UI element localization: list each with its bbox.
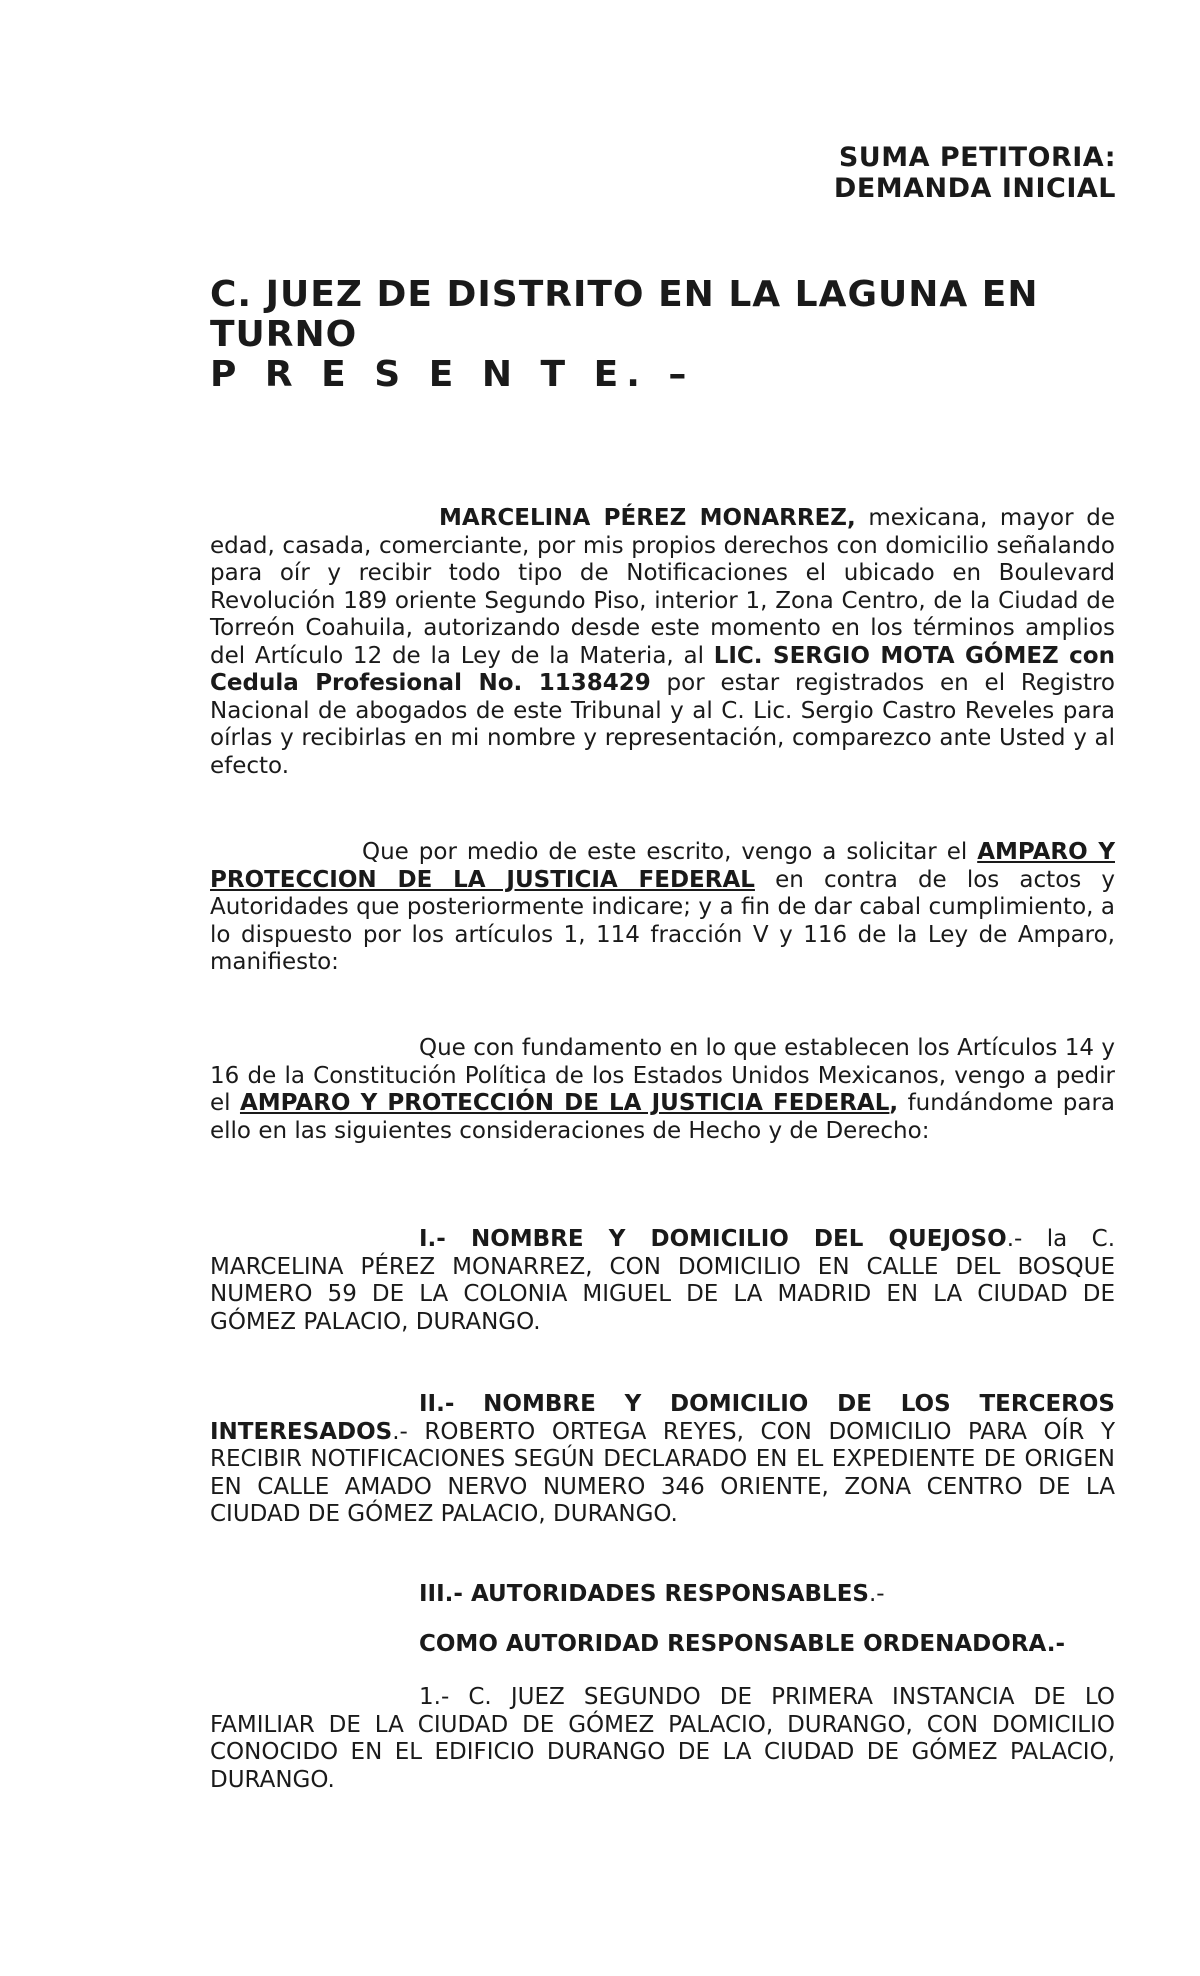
section-third-parties-heading: II.- NOMBRE Y DOMICILIO DE LOS TERCEROS INTERESADOS bbox=[210, 1391, 1115, 1445]
presente-line: P R E S E N T E. – bbox=[210, 354, 695, 395]
amparo-federal: AMPARO Y PROTECCIÓN DE LA JUSTICIA FEDERAL bbox=[239, 1090, 890, 1116]
intro-text-2: por estar registrados en el Registro Nacional de abogados de este Tribunal y al C. Lic. Sergio Castro Reveles para oírlas y recibirlas en mi nombre y representación, comparezco ante Usted y al efecto. bbox=[210, 670, 1115, 779]
intro-paragraph bbox=[210, 505, 1115, 780]
petition-summary-line1: SUMA PETITORIA: bbox=[838, 142, 1116, 173]
petition-summary bbox=[834, 142, 1116, 204]
request-text-2: en contra de los actos y Autoridades que posteriormente indicare; y a fin de dar cabal cumplimiento, a lo dispuesto por los artículos 1, 114 fracción V y 116 de la Ley de Amparo, manifiesto: bbox=[210, 866, 1116, 975]
authorities-heading-tail: .- bbox=[868, 1581, 885, 1607]
amparo-request: AMPARO Y PROTECCION DE LA JUSTICIA FEDERAL bbox=[210, 839, 1115, 893]
foundation-text-2: fundándome para ello en las siguientes consideraciones de Hecho y de Derecho: bbox=[210, 1090, 1115, 1144]
petition-summary-line2: DEMANDA INICIAL bbox=[833, 173, 1116, 204]
authorities-heading: III.- AUTORIDADES RESPONSABLES bbox=[419, 1581, 869, 1607]
section-complainant bbox=[210, 1226, 1115, 1336]
amparo-comma: , bbox=[889, 1090, 899, 1116]
complainant-name: MARCELINA PÉREZ MONARREZ, bbox=[439, 505, 856, 531]
section-authorities-heading bbox=[419, 1581, 885, 1608]
section-third-parties-text: .- ROBERTO ORTEGA REYES, CON DOMICILIO PARA OÍR Y RECIBIR NOTIFICACIONES SEGÚN DECLARADO EN EL EXPEDIENTE DE ORIGEN EN CALLE AMADO NERVO NUMERO 346 ORIENTE, ZONA CENTRO DE LA CIUDAD DE GÓMEZ PALACIO, DURANGO. bbox=[210, 1418, 1115, 1527]
section-complainant-text: .- la C. MARCELINA PÉREZ MONARREZ, CON DOMICILIO EN CALLE DEL BOSQUE NUMERO 59 DE LA COLONIA MIGUEL DE LA MADRID EN LA CIUDAD DE GÓMEZ PALACIO, DURANGO. bbox=[210, 1226, 1116, 1335]
addressee-line1: C. JUEZ DE DISTRITO EN LA LAGUNA EN bbox=[210, 274, 1039, 315]
lawyer-name: LIC. SERGIO MOTA GÓMEZ con Cedula Profesional No. 1138429 bbox=[210, 642, 1115, 696]
addressee-block bbox=[210, 275, 1070, 395]
section-third-parties bbox=[210, 1391, 1115, 1529]
section-complainant-heading: I.- NOMBRE Y DOMICILIO DEL QUEJOSO bbox=[419, 1226, 1007, 1252]
authority-item-1: 1.- C. JUEZ SEGUNDO DE PRIMERA INSTANCIA DE LO FAMILIAR DE LA CIUDAD DE GÓMEZ PALACIO, DURANGO, CON DOMICILIO CONOCIDO EN EL EDIFICIO DURANGO DE LA CIUDAD DE GÓMEZ PALACIO, DURANGO. bbox=[210, 1684, 1115, 1793]
foundation-text-1: Que con fundamento en lo que establecen los Artículos 14 y 16 de la Constitución Política de los Estados Unidos Mexicanos, vengo a pedir el bbox=[210, 1035, 1115, 1116]
intro-text-1: mexicana, mayor de edad, casada, comerciante, por mis propios derechos con domicilio señalando para oír y recibir todo tipo de Notificaciones el ubicado en Boulevard Revolución 189 oriente Segundo Piso, interior 1, Zona Centro, de la Ciudad de Torreón Coahuila, autorizando desde este momento en los términos amplios del Artículo 12 de la Ley de la Materia, al bbox=[210, 505, 1115, 669]
ordering-authority-heading: COMO AUTORIDAD RESPONSABLE ORDENADORA.- bbox=[419, 1631, 1066, 1657]
addressee-line2: TURNO bbox=[210, 314, 358, 355]
request-text-1: Que por medio de este escrito, vengo a solicitar el bbox=[362, 839, 978, 865]
foundation-paragraph bbox=[210, 1035, 1115, 1145]
request-paragraph bbox=[210, 839, 1115, 977]
